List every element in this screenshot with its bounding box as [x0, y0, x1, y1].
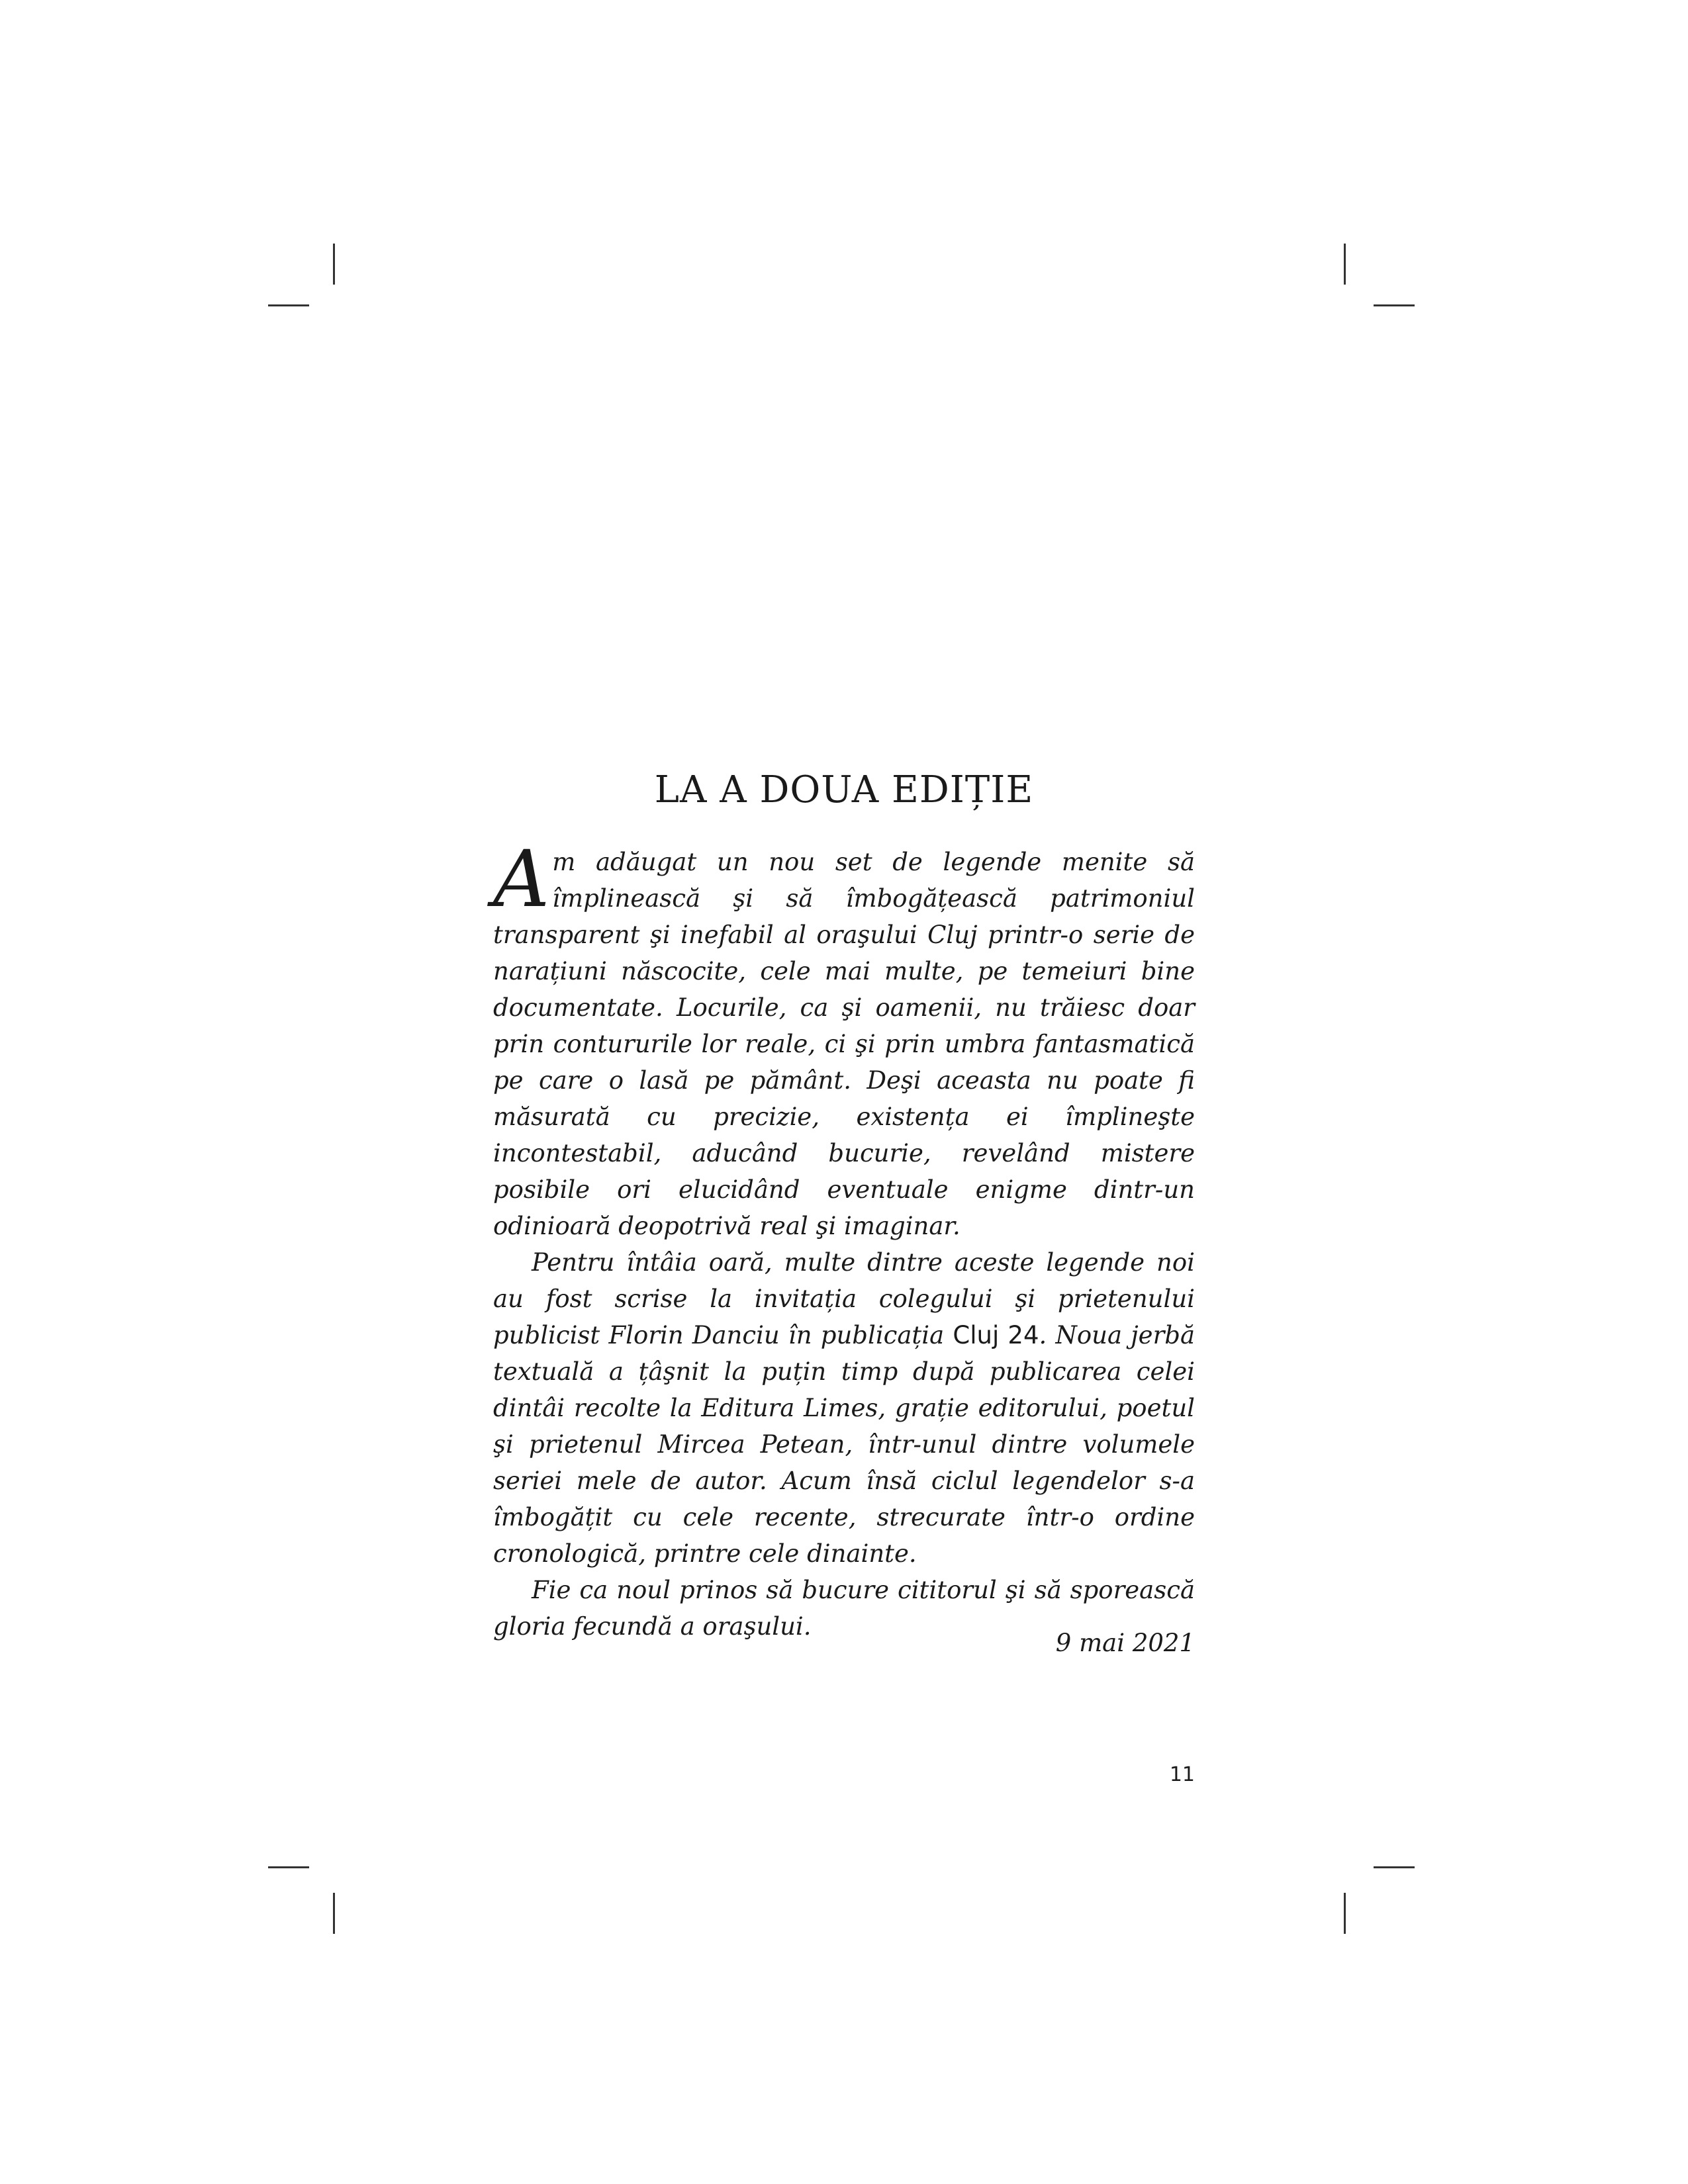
- paragraph-2: [493, 1244, 1195, 1572]
- body-text: [493, 833, 1196, 1645]
- paragraph-2-text-start: Pentru întâia oară, multe dintre aceste legende noi au fost scrise la invitația colegului şi prietenului publicist Florin Danciu în publicația: [493, 1248, 1195, 1349]
- crop-mark-top-left-horizontal: [268, 304, 309, 306]
- publication-name: Cluj 24: [953, 1321, 1039, 1349]
- page-number: 11: [1169, 1763, 1195, 1786]
- paragraph-1-text: m adăugat un nou set de legende menite să împlinească şi să îmbogățească patrimoniul transparent şi inefabil al oraşului Cluj printr-o serie de narațiuni născocite, cele mai multe, pe temeiuri bine documentate. Locurile, ca şi oamenii, nu trăiesc doar prin contururile lor reale, ci şi prin umbra fantasmatică pe care o lasă pe pământ. Deşi aceasta nu poate fi măsurată cu precizie, existența ei împlineşte incontestabil, aducând bucurie, revelând mistere posibile ori elucidând eventuale enigme dintr-un odinioară deopotrivă real şi imaginar.: [493, 848, 1195, 1240]
- date-signature: 9 mai 2021: [1055, 1629, 1195, 1657]
- crop-mark-top-right-vertical: [1344, 244, 1346, 285]
- paragraph-1: [493, 833, 1195, 1244]
- crop-mark-top-left-vertical: [333, 244, 335, 285]
- crop-mark-bottom-left-horizontal: [268, 1866, 309, 1868]
- crop-mark-bottom-right-horizontal: [1374, 1866, 1415, 1868]
- chapter-title: LA A DOUA EDIȚIE: [654, 768, 1034, 811]
- paragraph-2-text-end: . Noua jerbă textuală a țâşnit la puțin timp după publicarea celei dintâi recolte la Editura Limes, grație editorului, poetul şi prietenul Mircea Petean, într-unul dintre volumele seriei mele de autor. Acum însă ciclul legendelor s-a îmbogățit cu cele recente, strecurate într-o ordine cronologică, printre cele dinainte.: [493, 1321, 1196, 1568]
- crop-mark-bottom-left-vertical: [333, 1893, 335, 1934]
- crop-mark-bottom-right-vertical: [1344, 1893, 1346, 1934]
- drop-cap: A: [493, 833, 550, 925]
- crop-mark-top-right-horizontal: [1374, 304, 1415, 306]
- paragraph-3-text: Fie ca noul prinos să bucure cititorul şi să sporească gloria fecundă a oraşului.: [493, 1576, 1195, 1641]
